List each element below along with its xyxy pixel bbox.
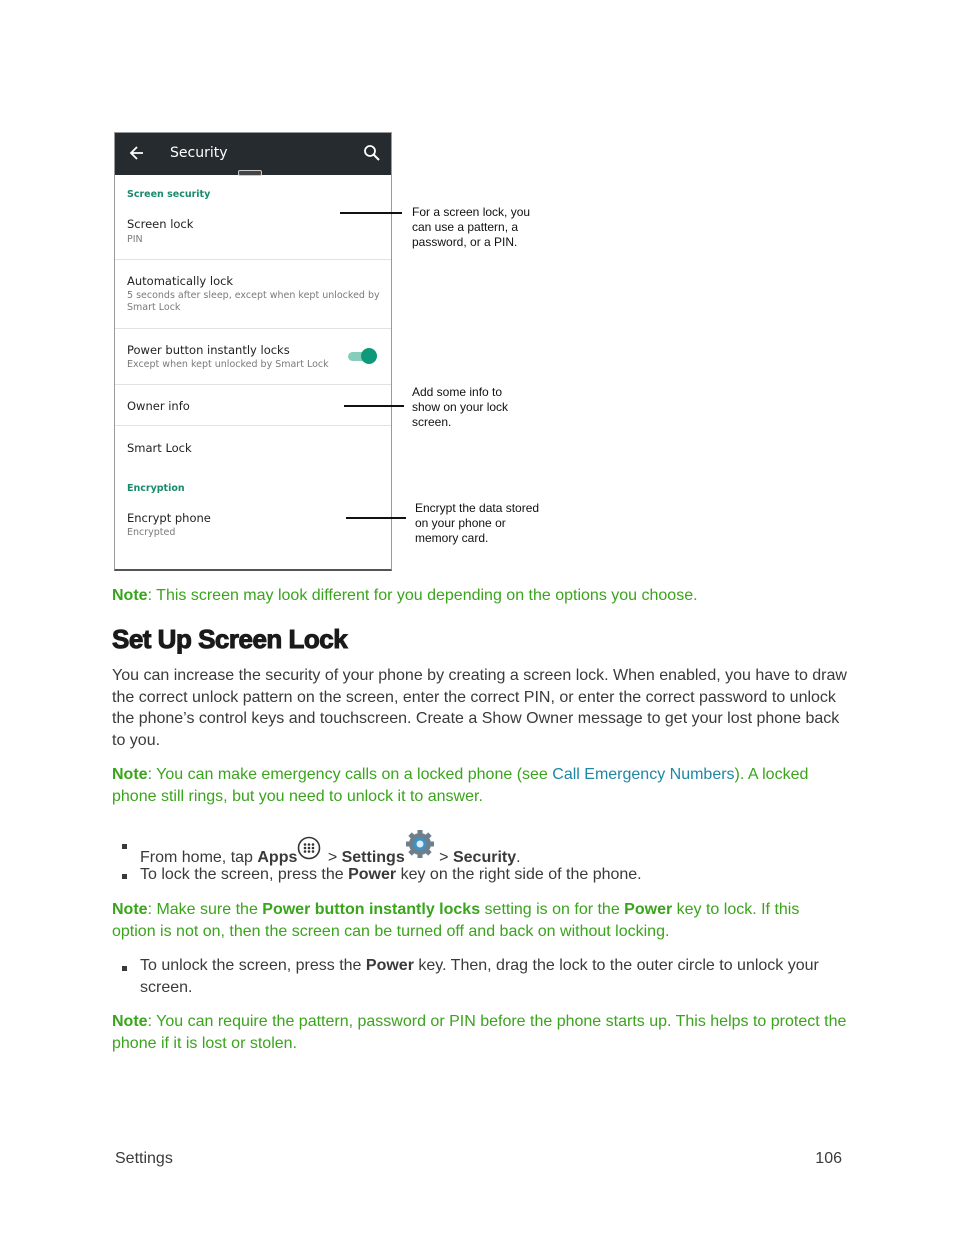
bullet-text: >	[434, 849, 453, 866]
bullet-text: To unlock the screen, press the	[140, 957, 366, 974]
toggle-knob	[361, 348, 377, 364]
settings-gear-icon	[405, 830, 435, 858]
note-label: Note	[112, 901, 148, 918]
note-label: Note	[112, 1013, 148, 1030]
call-emergency-numbers-link[interactable]: Call Emergency Numbers	[552, 766, 735, 783]
setting-title: Power button instantly locks	[127, 343, 290, 357]
callout-leader-screen-lock	[340, 212, 402, 214]
setting-title: Screen lock	[127, 217, 194, 231]
setting-title: Encrypt phone	[127, 511, 211, 525]
back-arrow-icon[interactable]	[129, 143, 145, 163]
setting-title: Automatically lock	[127, 274, 234, 288]
bullet-marker	[122, 966, 127, 971]
note-power-button-setting	[112, 899, 847, 942]
callout-screen-lock: For a screen lock, you can use a pattern, a password, or a PIN.	[412, 205, 531, 249]
note-label: Note	[112, 587, 148, 604]
note-text: : You can require the pattern, password or PIN before the phone starts up. This helps to protect the phone if it is lost or stolen.	[112, 1013, 847, 1052]
note-text: : Make sure the	[147, 901, 263, 918]
phone-screenshot	[114, 132, 392, 571]
setting-subtitle: 5 seconds after sleep, except when kept unlocked by Smart Lock	[127, 290, 380, 313]
note-screen-varies	[112, 585, 847, 607]
setting-title: Smart Lock	[127, 441, 192, 455]
scroll-handle	[238, 170, 262, 176]
settings-label: Settings	[341, 849, 405, 866]
security-label: Security	[452, 849, 517, 866]
note-text: setting is on for the	[480, 901, 625, 918]
note-emergency-calls	[112, 764, 847, 807]
apps-label: Apps	[257, 849, 298, 866]
bullet-text: To lock the screen, press the	[140, 866, 349, 883]
note-require-at-startup	[112, 1011, 847, 1054]
apps-icon	[297, 836, 323, 860]
callout-encrypt: Encrypt the data stored on your phone or memory card.	[415, 501, 540, 545]
bullet-unlock-screen	[140, 955, 845, 998]
callout-leader-encrypt	[346, 517, 406, 519]
divider	[115, 328, 391, 329]
note-text: key to lock. If this option is not on, then the screen can be turned off and back on without locking.	[112, 901, 800, 940]
bullet-text: From home, tap	[140, 849, 258, 866]
bullet-text: >	[323, 849, 342, 866]
section-screen-security: Screen security	[127, 189, 211, 200]
search-icon[interactable]	[363, 144, 381, 162]
divider	[115, 259, 391, 260]
bullet-text: key on the right side of the phone.	[396, 866, 642, 883]
note-text: : This screen may look different for you depending on the options you choose.	[147, 587, 698, 604]
power-key-label: Power	[365, 957, 414, 974]
power-lock-toggle[interactable]	[348, 347, 378, 365]
footer-page-number: 106	[815, 1150, 842, 1167]
callout-leader-owner-info	[344, 405, 404, 407]
divider	[115, 425, 391, 426]
note-text: : You can make emergency calls on a locked phone (see	[147, 766, 553, 783]
note-label: Note	[112, 766, 148, 783]
setting-title: Owner info	[127, 399, 190, 413]
app-bar	[115, 133, 391, 175]
divider	[115, 384, 391, 385]
bullet-marker	[122, 874, 127, 879]
section-encryption: Encryption	[127, 483, 185, 494]
bullet-text: .	[516, 849, 521, 866]
bullet-marker	[122, 844, 127, 849]
bullet-lock-screen	[140, 864, 845, 886]
setting-subtitle: Except when kept unlocked by Smart Lock	[127, 359, 329, 370]
power-key-label: Power	[624, 901, 673, 918]
note-text: ). A locked phone still rings, but you need to unlock it to answer.	[112, 766, 809, 805]
bullet-open-security	[140, 830, 845, 869]
section-heading: Set Up Screen Lock	[112, 624, 348, 654]
power-key-label: Power	[348, 866, 397, 883]
bullet-text: key. Then, drag the lock to the outer circle to unlock your screen.	[140, 957, 819, 996]
footer-section-name: Settings	[115, 1150, 173, 1167]
setting-name: Power button instantly locks	[262, 901, 481, 918]
app-bar-title: Security	[170, 145, 228, 161]
callout-owner-info: Add some info to show on your lock screen.	[412, 385, 509, 429]
intro-paragraph: You can increase the security of your phone by creating a screen lock. When enabled, you have to draw the correct unlock pattern on the screen, enter the correct PIN, or enter the correct password to unlock the phone’s control keys and touchscreen. Create a Show Owner message to get your lost phone back to you.	[112, 667, 847, 749]
setting-subtitle: Encrypted	[127, 527, 176, 538]
setting-subtitle: PIN	[127, 234, 143, 245]
